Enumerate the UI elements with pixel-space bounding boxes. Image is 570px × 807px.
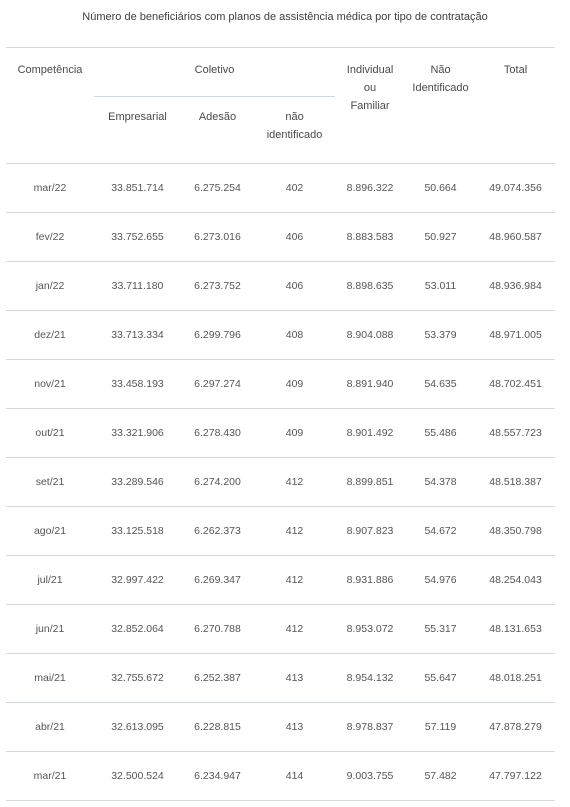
cell-total: 48.936.984 — [476, 262, 555, 311]
cell-competencia: fev/22 — [6, 213, 94, 262]
cell-individual-familiar: 8.896.322 — [335, 164, 405, 213]
cell-competencia: jan/22 — [6, 262, 94, 311]
cell-total: 48.018.251 — [476, 654, 555, 703]
cell-adesao: 6.275.254 — [181, 164, 254, 213]
table-row — [6, 458, 555, 507]
cell-adesao: 6.278.430 — [181, 409, 254, 458]
cell-adesao: 6.270.788 — [181, 605, 254, 654]
table-row — [6, 605, 555, 654]
header-coletivo-nao-identificado — [254, 97, 335, 164]
cell-adesao: 6.252.387 — [181, 654, 254, 703]
table-row — [6, 556, 555, 605]
cell-coletivo-nao-identificado: 409 — [254, 409, 335, 458]
cell-empresarial: 32.500.524 — [94, 752, 181, 801]
cell-adesao: 6.234.947 — [181, 752, 254, 801]
cell-individual-familiar: 8.891.940 — [335, 360, 405, 409]
cell-adesao: 6.299.796 — [181, 311, 254, 360]
cell-competencia: ago/21 — [6, 507, 94, 556]
cell-coletivo-nao-identificado: 412 — [254, 605, 335, 654]
cell-empresarial: 32.755.672 — [94, 654, 181, 703]
cell-individual-familiar: 8.954.132 — [335, 654, 405, 703]
header-nao-ident-line2: Identificado — [412, 82, 469, 94]
cell-empresarial: 33.713.334 — [94, 311, 181, 360]
beneficiaries-table — [6, 47, 555, 801]
cell-total: 49.074.356 — [476, 164, 555, 213]
cell-adesao: 6.269.347 — [181, 556, 254, 605]
cell-individual-familiar: 9.003.755 — [335, 752, 405, 801]
cell-individual-familiar: 8.978.837 — [335, 703, 405, 752]
cell-coletivo-nao-identificado: 414 — [254, 752, 335, 801]
cell-nao-identificado: 53.379 — [405, 311, 476, 360]
cell-nao-identificado: 57.119 — [405, 703, 476, 752]
cell-adesao: 6.274.200 — [181, 458, 254, 507]
cell-total: 48.960.587 — [476, 213, 555, 262]
cell-competencia: dez/21 — [6, 311, 94, 360]
cell-nao-identificado: 54.378 — [405, 458, 476, 507]
cell-empresarial: 33.289.546 — [94, 458, 181, 507]
cell-coletivo-nao-identificado: 413 — [254, 703, 335, 752]
cell-adesao: 6.297.274 — [181, 360, 254, 409]
cell-total: 48.971.005 — [476, 311, 555, 360]
cell-nao-identificado: 50.927 — [405, 213, 476, 262]
cell-nao-identificado: 54.672 — [405, 507, 476, 556]
cell-empresarial: 33.851.714 — [94, 164, 181, 213]
header-adesao: Adesão — [198, 111, 237, 123]
cell-empresarial: 33.321.906 — [94, 409, 181, 458]
cell-total: 48.131.653 — [476, 605, 555, 654]
cell-empresarial: 33.752.655 — [94, 213, 181, 262]
cell-coletivo-nao-identificado: 406 — [254, 213, 335, 262]
cell-individual-familiar: 8.898.635 — [335, 262, 405, 311]
header-individual-line2: ou — [363, 82, 377, 94]
cell-coletivo-nao-identificado: 402 — [254, 164, 335, 213]
cell-adesao: 6.262.373 — [181, 507, 254, 556]
cell-total: 47.797.122 — [476, 752, 555, 801]
cell-nao-identificado: 55.647 — [405, 654, 476, 703]
header-nao-identificado — [405, 48, 476, 164]
table-row — [6, 654, 555, 703]
cell-competencia: out/21 — [6, 409, 94, 458]
table-row — [6, 507, 555, 556]
cell-empresarial: 33.711.180 — [94, 262, 181, 311]
cell-individual-familiar: 8.931.886 — [335, 556, 405, 605]
cell-nao-identificado: 50.664 — [405, 164, 476, 213]
cell-empresarial: 33.458.193 — [94, 360, 181, 409]
cell-competencia: mar/21 — [6, 752, 94, 801]
table-row — [6, 703, 555, 752]
table-row — [6, 262, 555, 311]
cell-coletivo-nao-identificado: 406 — [254, 262, 335, 311]
cell-competencia: jun/21 — [6, 605, 94, 654]
cell-nao-identificado: 53.011 — [405, 262, 476, 311]
cell-nao-identificado: 57.482 — [405, 752, 476, 801]
cell-empresarial: 33.125.518 — [94, 507, 181, 556]
cell-competencia: jul/21 — [6, 556, 94, 605]
cell-coletivo-nao-identificado: 412 — [254, 556, 335, 605]
header-individual-line1: Individual — [346, 64, 394, 76]
table-body — [6, 164, 555, 801]
header-empresarial: Empresarial — [108, 111, 167, 123]
cell-nao-identificado: 54.635 — [405, 360, 476, 409]
header-individual-line3: Familiar — [350, 100, 390, 112]
cell-individual-familiar: 8.904.088 — [335, 311, 405, 360]
cell-total: 48.518.387 — [476, 458, 555, 507]
cell-individual-familiar: 8.899.851 — [335, 458, 405, 507]
cell-adesao: 6.228.815 — [181, 703, 254, 752]
cell-coletivo-nao-identificado: 413 — [254, 654, 335, 703]
cell-nao-identificado: 54.976 — [405, 556, 476, 605]
header-coletivo: Coletivo — [94, 48, 335, 97]
cell-individual-familiar: 8.883.583 — [335, 213, 405, 262]
cell-individual-familiar: 8.901.492 — [335, 409, 405, 458]
cell-total: 48.350.798 — [476, 507, 555, 556]
cell-coletivo-nao-identificado: 408 — [254, 311, 335, 360]
cell-nao-identificado: 55.317 — [405, 605, 476, 654]
header-nao-ident-line1: Não — [430, 64, 451, 76]
cell-competencia: mar/22 — [6, 164, 94, 213]
header-coletivo-nao-line1: não — [285, 111, 304, 123]
table-row — [6, 213, 555, 262]
table-row — [6, 164, 555, 213]
cell-competencia: abr/21 — [6, 703, 94, 752]
cell-total: 48.557.723 — [476, 409, 555, 458]
cell-adesao: 6.273.016 — [181, 213, 254, 262]
table-row — [6, 360, 555, 409]
cell-coletivo-nao-identificado: 412 — [254, 507, 335, 556]
cell-coletivo-nao-identificado: 412 — [254, 458, 335, 507]
header-total: Total — [476, 48, 555, 164]
cell-adesao: 6.273.752 — [181, 262, 254, 311]
header-individual-familiar — [335, 48, 405, 164]
cell-coletivo-nao-identificado: 409 — [254, 360, 335, 409]
cell-nao-identificado: 55.486 — [405, 409, 476, 458]
cell-competencia: mai/21 — [6, 654, 94, 703]
cell-total: 48.702.451 — [476, 360, 555, 409]
cell-total: 47.878.279 — [476, 703, 555, 752]
cell-competencia: nov/21 — [6, 360, 94, 409]
cell-empresarial: 32.613.095 — [94, 703, 181, 752]
cell-total: 48.254.043 — [476, 556, 555, 605]
header-coletivo-nao-line2: identificado — [266, 129, 323, 141]
cell-individual-familiar: 8.953.072 — [335, 605, 405, 654]
table-row — [6, 752, 555, 801]
cell-empresarial: 32.997.422 — [94, 556, 181, 605]
cell-individual-familiar: 8.907.823 — [335, 507, 405, 556]
table-row — [6, 409, 555, 458]
cell-competencia: set/21 — [6, 458, 94, 507]
table-row — [6, 311, 555, 360]
cell-empresarial: 32.852.064 — [94, 605, 181, 654]
header-competencia: Competência — [6, 48, 94, 164]
table-title: Número de beneficiários com planos de assistência médica por tipo de contratação — [82, 11, 488, 23]
